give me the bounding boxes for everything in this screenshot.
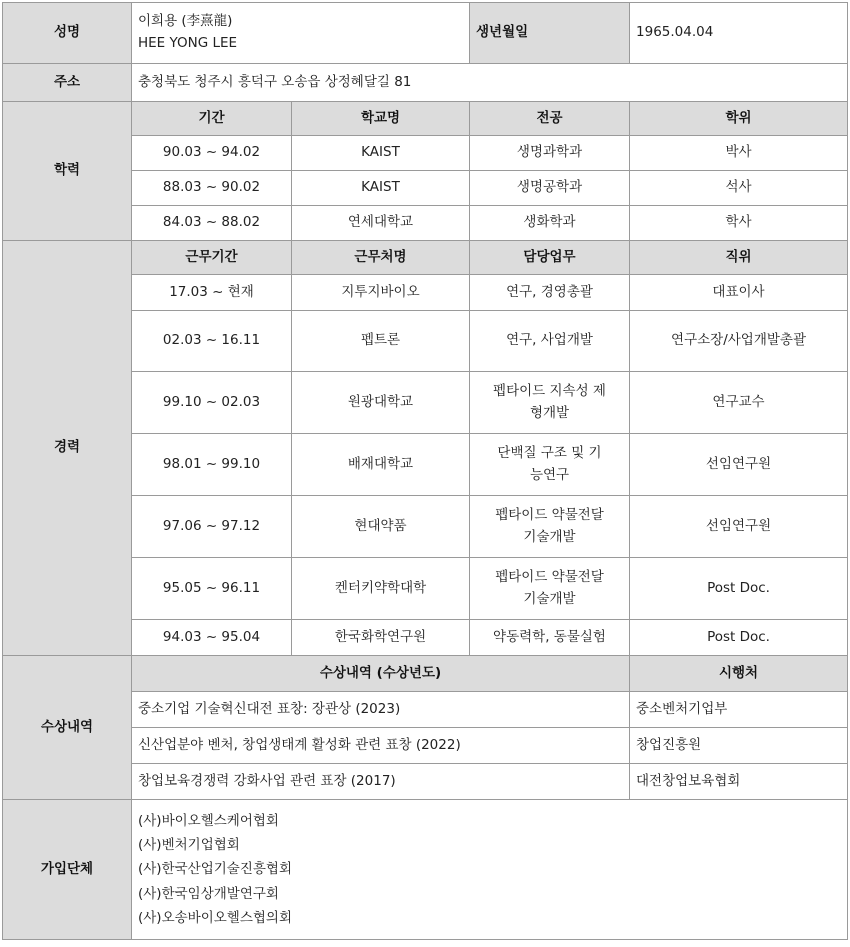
address-value: 충청북도 청주시 흥덕구 오송읍 상정혜달길 81 (132, 64, 848, 102)
career-duty (470, 558, 630, 620)
award-title: 중소기업 기술혁신대전 표창: 장관상 (2023) (132, 692, 630, 728)
career-period: 95.05 ~ 96.11 (132, 558, 292, 620)
membership-item: (사)한국산업기술진흥협회 (138, 861, 292, 878)
career-org: 원광대학교 (292, 372, 470, 434)
career-header: 담당업무 (470, 241, 630, 275)
career-duty-line: 형개발 (529, 404, 570, 421)
career-label: 경력 (3, 241, 132, 656)
birth-label: 생년월일 (470, 3, 630, 64)
membership-item: (사)오송바이오헬스협의회 (138, 909, 292, 926)
memberships-row (3, 800, 848, 940)
education-header-row (3, 102, 848, 136)
career-duty: 약동력학, 동물실험 (470, 620, 630, 656)
career-period: 97.06 ~ 97.12 (132, 496, 292, 558)
career-position: 대표이사 (630, 275, 848, 311)
career-org: 펩트론 (292, 311, 470, 372)
education-period: 88.03 ~ 90.02 (132, 171, 292, 206)
birth-date: 1965.04.04 (630, 3, 848, 64)
education-period: 90.03 ~ 94.02 (132, 136, 292, 171)
education-header: 학교명 (292, 102, 470, 136)
career-position: Post Doc. (630, 558, 848, 620)
career-header-row (3, 241, 848, 275)
education-period: 84.03 ~ 88.02 (132, 206, 292, 241)
name-korean: 이희용 (李熹龍) (138, 13, 233, 30)
education-major: 생명과학과 (470, 136, 630, 171)
career-duty: 연구, 경영총괄 (470, 275, 630, 311)
career-duty (470, 372, 630, 434)
membership-item: (사)벤처기업협회 (138, 837, 240, 854)
career-period: 98.01 ~ 99.10 (132, 434, 292, 496)
education-header: 기간 (132, 102, 292, 136)
name-label: 성명 (3, 3, 132, 64)
name-row (3, 3, 848, 64)
education-degree: 석사 (630, 171, 848, 206)
education-school: KAIST (292, 136, 470, 171)
career-org: 배재대학교 (292, 434, 470, 496)
career-duty-line: 능연구 (529, 466, 570, 483)
memberships-label: 가입단체 (3, 800, 132, 940)
career-duty (470, 434, 630, 496)
resume-sheet (2, 2, 848, 940)
career-duty-line: 펩타이드 약물전달 (495, 568, 604, 585)
award-title: 신산업분야 벤처, 창업생태계 활성화 관련 표창 (2022) (132, 728, 630, 764)
award-title: 창업보육경쟁력 강화사업 관련 표장 (2017) (132, 764, 630, 800)
education-major: 생화학과 (470, 206, 630, 241)
career-position: 선임연구원 (630, 496, 848, 558)
address-label: 주소 (3, 64, 132, 102)
career-duty-line: 기술개발 (523, 528, 576, 545)
career-period: 99.10 ~ 02.03 (132, 372, 292, 434)
education-label: 학력 (3, 102, 132, 241)
career-header: 직위 (630, 241, 848, 275)
career-position: 연구교수 (630, 372, 848, 434)
career-period: 17.03 ~ 현재 (132, 275, 292, 311)
education-degree: 학사 (630, 206, 848, 241)
education-major: 생명공학과 (470, 171, 630, 206)
membership-item: (사)한국임상개발연구회 (138, 885, 279, 902)
career-header: 근무기간 (132, 241, 292, 275)
career-period: 94.03 ~ 95.04 (132, 620, 292, 656)
awards-label: 수상내역 (3, 656, 132, 800)
address-row (3, 64, 848, 102)
career-org: 한국화학연구원 (292, 620, 470, 656)
career-org: 켄터키약학대학 (292, 558, 470, 620)
education-header: 학위 (630, 102, 848, 136)
career-position: Post Doc. (630, 620, 848, 656)
memberships-list (132, 800, 848, 940)
career-period: 02.03 ~ 16.11 (132, 311, 292, 372)
career-duty-line: 기술개발 (523, 590, 576, 607)
award-issuer: 중소벤처기업부 (630, 692, 848, 728)
education-school: 연세대학교 (292, 206, 470, 241)
awards-header: 시행처 (630, 656, 848, 692)
name-english: HEE YONG LEE (138, 35, 238, 51)
education-degree: 박사 (630, 136, 848, 171)
resume-table (2, 2, 848, 940)
career-duty (470, 496, 630, 558)
career-duty-line: 펩타이드 지속성 제 (493, 382, 606, 399)
award-issuer: 창업진흥원 (630, 728, 848, 764)
career-org: 지투지바이오 (292, 275, 470, 311)
career-duty-line: 펩타이드 약물전달 (495, 506, 604, 523)
career-duty: 연구, 사업개발 (470, 311, 630, 372)
career-position: 연구소장/사업개발총괄 (630, 311, 848, 372)
career-header: 근무처명 (292, 241, 470, 275)
name-cell (132, 3, 470, 64)
awards-header: 수상내역 (수상년도) (132, 656, 630, 692)
education-header: 전공 (470, 102, 630, 136)
membership-item: (사)바이오헬스케어협회 (138, 813, 279, 830)
education-school: KAIST (292, 171, 470, 206)
award-issuer: 대전창업보육협회 (630, 764, 848, 800)
career-org: 현대약품 (292, 496, 470, 558)
career-duty-line: 단백질 구조 및 기 (497, 444, 602, 461)
awards-header-row (3, 656, 848, 692)
career-position: 선임연구원 (630, 434, 848, 496)
